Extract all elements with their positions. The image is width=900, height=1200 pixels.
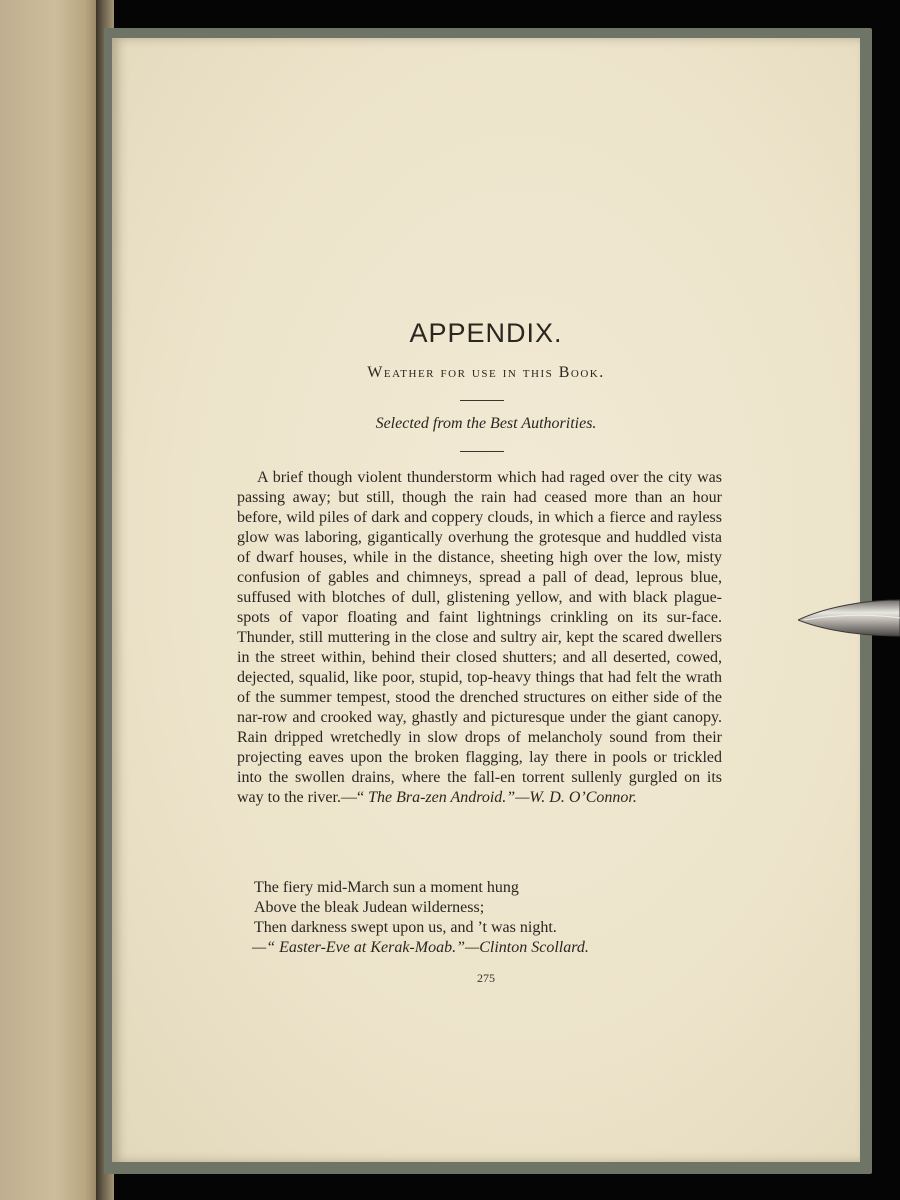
left-page-edge bbox=[0, 0, 100, 1200]
page-number: 275 bbox=[477, 971, 495, 985]
poem-citation: —“ Easter-Eve at Kerak-Moab.”—Clinton Scollard. bbox=[252, 939, 589, 956]
metal-bookmark-pointer bbox=[798, 598, 900, 638]
poem-block bbox=[254, 878, 714, 958]
prose-citation: The Bra-zen Android.”—W. D. O’Connor. bbox=[364, 789, 637, 806]
appendix-title: APPENDIX. bbox=[409, 318, 563, 348]
authorities-note: Selected from the Best Authorities. bbox=[375, 415, 597, 432]
section-subtitle: Weather for use in this Book. bbox=[367, 364, 605, 381]
book-page bbox=[112, 38, 860, 1162]
divider-rule-top bbox=[460, 400, 504, 401]
prose-text: A brief though violent thunderstorm which had raged over the city was passing away; but still, though the rain had ceased more than an hour before, wild piles of dark and coppery clouds, in which a fierce and rayless glow was laboring, gigantically overhung the grotesque and huddled vista of dwarf houses, while in the distance, sheeting high over the low, misty confusion of gables and chimneys, spread a pall of dead, leprous blue, suffused with blotches of dull, glistening yellow, and with black plague-spots of vapor floating and faint lightnings crinkling on its sur-face. Thunder, still muttering in the close and sultry air, kept the scared dwellers in the street within, behind their closed shutters; and all deserted, cowed, dejected, squalid, like poor, stupid, top-heavy things that had felt the wrath of the summer tempest, stood the drenched structures on either side of the nar-row and crooked way, ghastly and picturesque under the giant canopy. Rain dripped wretchedly in slow drops of melancholy sound from their projecting eaves upon the broken flagging, lay there in pools or trickled into the swollen drains, where the fall-en torrent sullenly gurgled on its way to the river.—“ bbox=[237, 469, 722, 806]
divider-rule-bottom bbox=[460, 451, 504, 452]
poem-line: Then darkness swept upon us, and ’t was night. bbox=[254, 919, 557, 936]
prose-paragraph bbox=[237, 468, 722, 808]
poem-line: Above the bleak Judean wilderness; bbox=[254, 899, 485, 916]
poem-line: The fiery mid-March sun a moment hung bbox=[254, 879, 519, 896]
